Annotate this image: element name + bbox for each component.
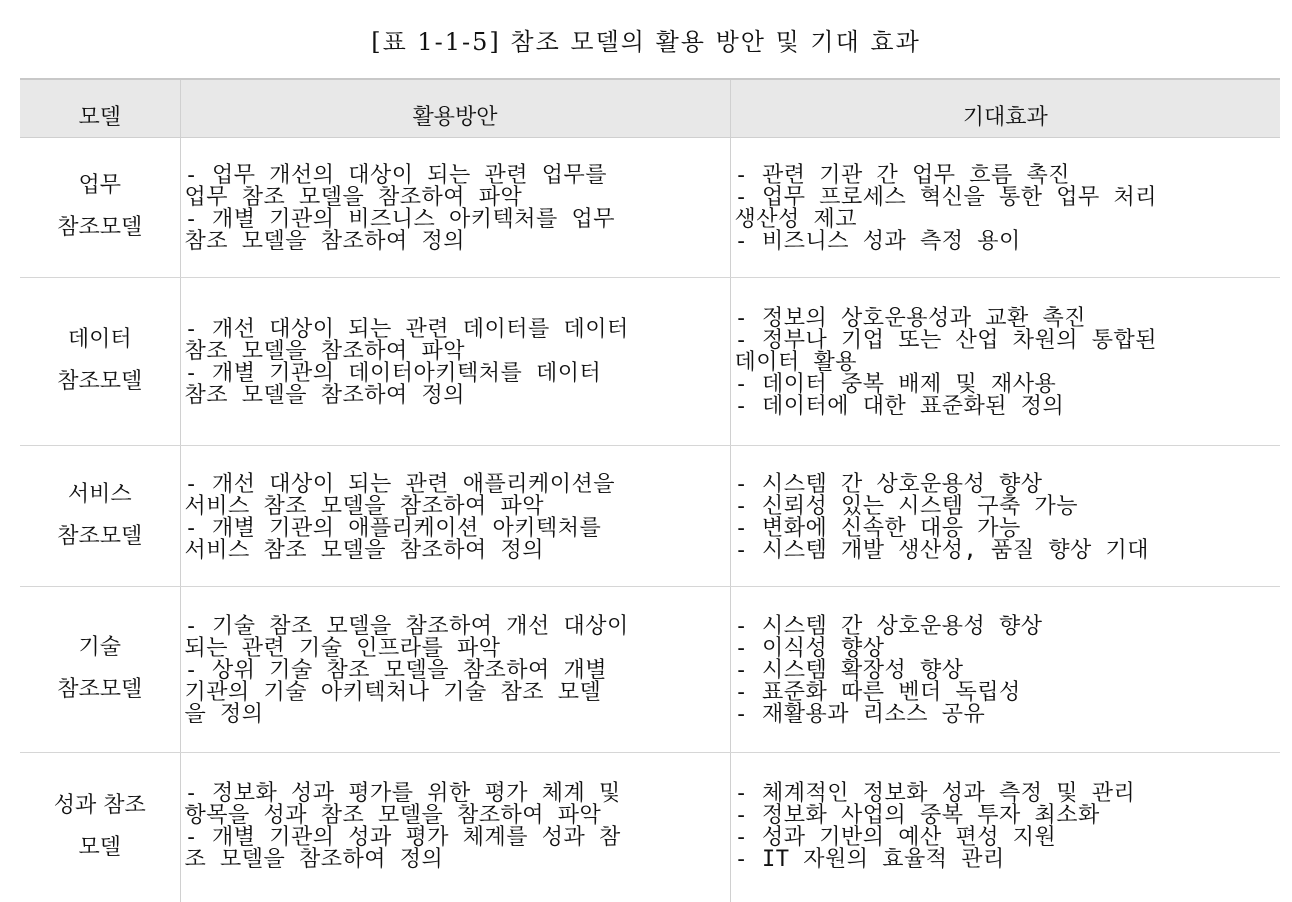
effect-text-line: - 체계적인 정보화 성과 측정 및 관리 xyxy=(734,780,1136,806)
usage-cell xyxy=(180,277,730,445)
effect-text-line: - 데이터에 대한 표준화된 정의 xyxy=(734,394,1065,419)
table-row xyxy=(20,752,1280,902)
model-name-line: 성과 참조 xyxy=(53,793,146,819)
effect-text-line: - 시스템 확장성 향상 xyxy=(734,658,964,683)
usage-cell xyxy=(180,445,730,586)
model-cell xyxy=(20,137,180,277)
usage-text-line: 서비스 참조 모델을 참조하여 파악 xyxy=(184,493,545,519)
table-row xyxy=(20,586,1280,752)
usage-text-line: - 개별 기관의 성과 평가 체계를 성과 참 xyxy=(184,824,621,850)
header-effect: 기대효과 xyxy=(730,79,1280,137)
effect-text-line: - IT 자원의 효율적 관리 xyxy=(734,846,1005,872)
usage-text-line: - 개별 기관의 데이터아키텍처를 데이터 xyxy=(184,361,602,386)
model-name-line: 참조모델 xyxy=(57,369,143,394)
effect-text-line: - 정부나 기업 또는 산업 차원의 통합된 xyxy=(734,328,1157,353)
effect-text-line: - 시스템 개발 생산성, 품질 향상 기대 xyxy=(734,537,1149,563)
effect-cell xyxy=(730,277,1280,445)
usage-cell xyxy=(180,752,730,902)
table-row xyxy=(20,137,1280,277)
model-name-line: 데이터 xyxy=(67,327,132,352)
usage-text-line: - 정보화 성과 평가를 위한 평가 체계 및 xyxy=(184,780,621,806)
model-name-line: 참조모델 xyxy=(57,677,143,702)
usage-cell xyxy=(180,586,730,752)
effect-text-line: - 데이터 중복 배제 및 재사용 xyxy=(734,372,1057,397)
effect-text-line: - 재활용과 리소스 공유 xyxy=(734,702,986,727)
effect-text-line: 데이터 활용 xyxy=(734,350,858,375)
usage-text-line: - 업무 개선의 대상이 되는 관련 업무를 xyxy=(184,163,607,188)
usage-text-line: - 개선 대상이 되는 관련 애플리케이션을 xyxy=(184,471,616,497)
usage-text-line: 되는 관련 기술 인프라를 파악 xyxy=(184,636,501,661)
usage-text-line: - 개선 대상이 되는 관련 데이터를 데이터 xyxy=(184,317,629,342)
model-cell xyxy=(20,445,180,586)
reference-model-table xyxy=(20,78,1280,902)
effect-text-line: - 정보의 상호운용성과 교환 촉진 xyxy=(734,306,1087,331)
usage-text-line: 참조 모델을 참조하여 정의 xyxy=(184,383,466,408)
usage-text-line: 기관의 기술 아키텍처나 기술 참조 모델 xyxy=(184,680,602,705)
usage-cell xyxy=(180,137,730,277)
model-cell xyxy=(20,277,180,445)
usage-text-line: 조 모델을 참조하여 정의 xyxy=(184,846,444,872)
effect-text-line: - 업무 프로세스 혁신을 통한 업무 처리 xyxy=(734,185,1157,210)
table-row xyxy=(20,277,1280,445)
usage-text-line: - 개별 기관의 애플리케이션 아키텍처를 xyxy=(184,515,602,541)
usage-text-line: 항목을 성과 참조 모델을 참조하여 파악 xyxy=(184,802,602,828)
usage-text-line: 을 정의 xyxy=(184,702,264,727)
table-row xyxy=(20,445,1280,586)
usage-text-line: - 기술 참조 모델을 참조하여 개선 대상이 xyxy=(184,614,629,639)
model-cell xyxy=(20,586,180,752)
effect-text-line: - 비즈니스 성과 측정 용이 xyxy=(734,229,1021,254)
usage-text-line: - 개별 기관의 비즈니스 아키텍처를 업무 xyxy=(184,207,616,232)
header-model: 모델 xyxy=(20,79,180,137)
model-name-line: 서비스 xyxy=(67,481,132,507)
effect-cell xyxy=(730,445,1280,586)
effect-text-line: - 시스템 간 상호운용성 향상 xyxy=(734,614,1043,639)
model-name-line: 모델 xyxy=(78,835,121,861)
effect-text-line: - 신뢰성 있는 시스템 구축 가능 xyxy=(734,493,1078,519)
usage-text-line: 참조 모델을 참조하여 정의 xyxy=(184,229,466,254)
usage-text-line: 참조 모델을 참조하여 파악 xyxy=(184,339,466,364)
usage-text-line: 업무 참조 모델을 참조하여 파악 xyxy=(184,185,523,210)
effect-text-line: - 관련 기관 간 업무 흐름 촉진 xyxy=(734,163,1070,188)
effect-text-line: - 시스템 간 상호운용성 향상 xyxy=(734,471,1043,497)
model-name-line: 참조모델 xyxy=(57,215,143,240)
effect-cell xyxy=(730,586,1280,752)
model-name-line: 기술 xyxy=(78,635,121,660)
effect-text-line: - 표준화 따른 벤더 독립성 xyxy=(734,680,1021,705)
effect-cell xyxy=(730,752,1280,902)
usage-text-line: - 상위 기술 참조 모델을 참조하여 개별 xyxy=(184,658,607,683)
effect-text-line: - 변화에 신속한 대응 가능 xyxy=(734,515,1021,541)
effect-text-line: - 성과 기반의 예산 편성 지원 xyxy=(734,824,1057,850)
table-caption: [표 1-1-5] 참조 모델의 활용 방안 및 기대 효과 xyxy=(371,28,921,56)
table-header-row xyxy=(20,79,1280,137)
header-usage: 활용방안 xyxy=(180,79,730,137)
effect-text-line: - 이식성 향상 xyxy=(734,636,885,661)
model-name-line: 참조모델 xyxy=(57,523,143,549)
usage-text-line: 서비스 참조 모델을 참조하여 정의 xyxy=(184,537,545,563)
effect-text-line: - 정보화 사업의 중복 투자 최소화 xyxy=(734,802,1100,828)
model-name-line: 업무 xyxy=(78,173,121,198)
effect-text-line: 생산성 제고 xyxy=(734,207,858,232)
model-cell xyxy=(20,752,180,902)
effect-cell xyxy=(730,137,1280,277)
